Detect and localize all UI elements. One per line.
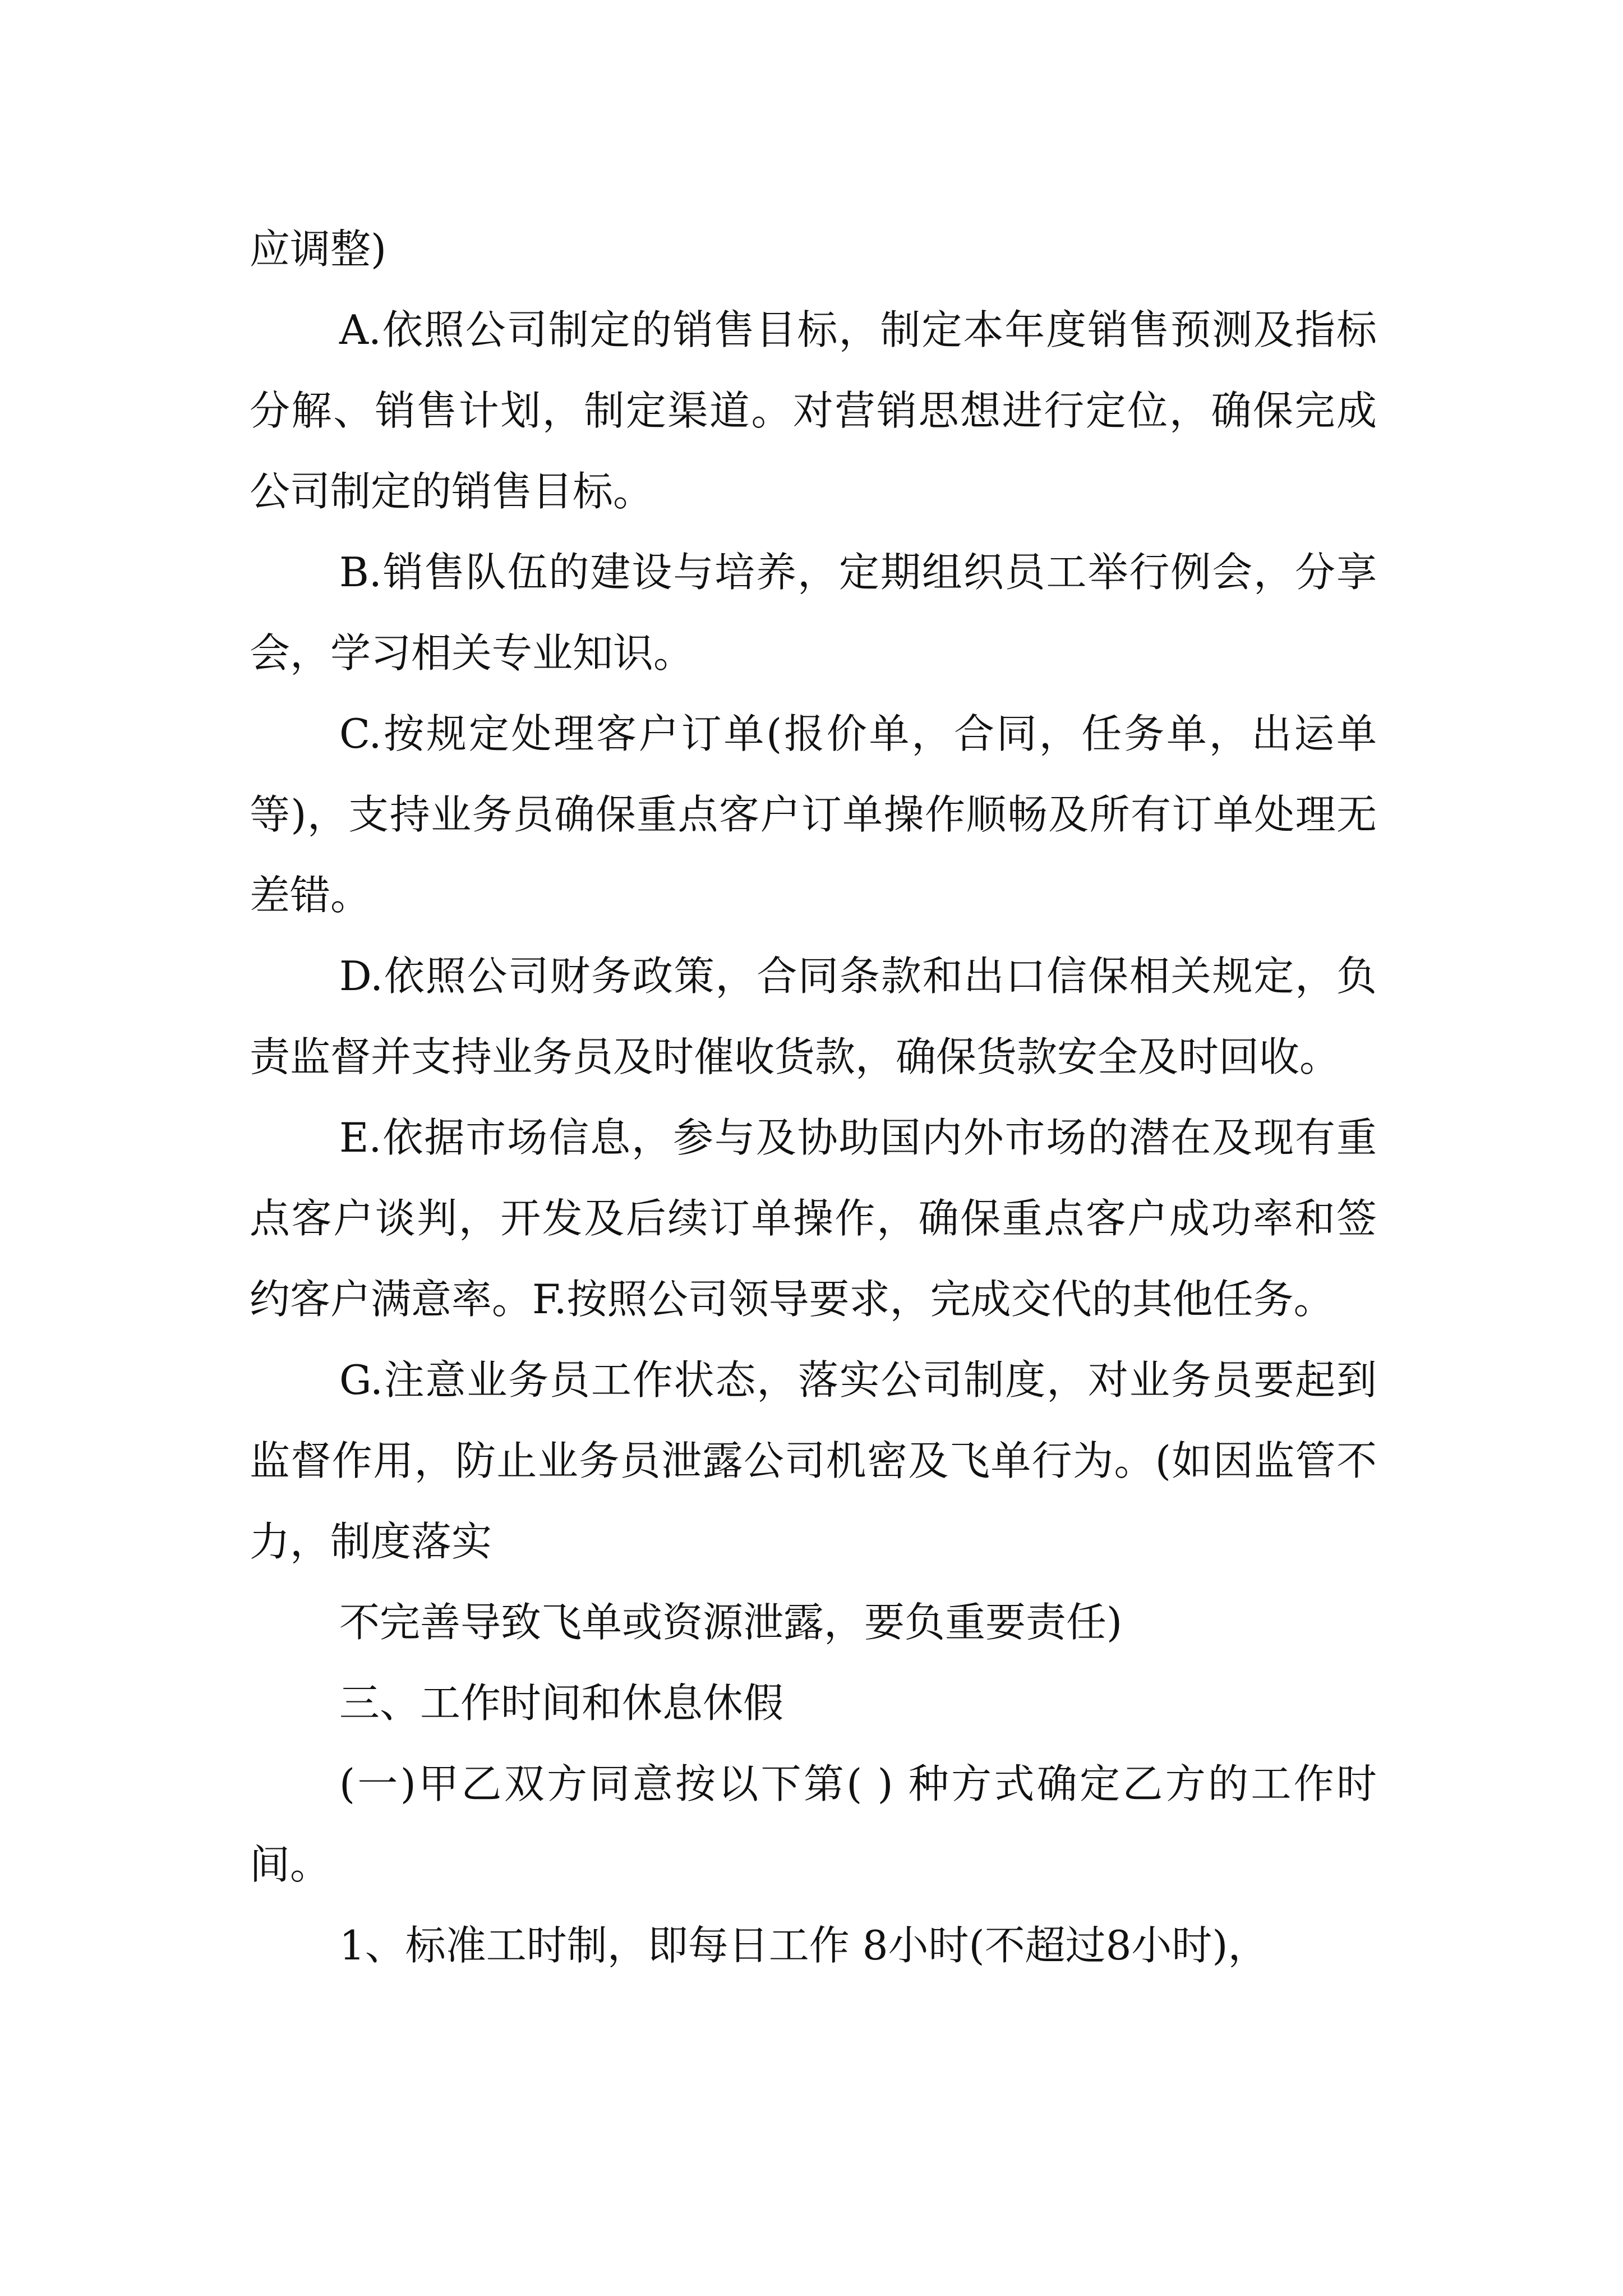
paragraph-item-d: D.依照公司财务政策，合同条款和出口信保相关规定，负责监督并支持业务员及时催收货款，确保货款安全及时回收。 xyxy=(250,953,1377,1080)
paragraph-item-e-f: E.依据市场信息，参与及协助国内外市场的潜在及现有重点客户谈判，开发及后续订单操作，确保重点客户成功率和签约客户满意率。F.按照公司领导要求，完成交代的其他任务。 xyxy=(250,1114,1377,1323)
paragraph-subsection-1: (一)甲乙双方同意按以下第( ) 种方式确定乙方的工作时间。 xyxy=(250,1760,1377,1888)
paragraph-item-g: G.注意业务员工作状态，落实公司制度，对业务员要起到监督作用，防止业务员泄露公司机密及飞单行为。(如因监管不力，制度落实 xyxy=(250,1356,1377,1565)
paragraph-item-g-continued: 不完善导致飞单或资源泄露，要负重要责任) xyxy=(339,1599,1123,1646)
paragraph-item-c: C.按规定处理客户订单(报价单，合同，任务单，出运单等)，支持业务员确保重点客户订单操作顺畅及所有订单处理无差错。 xyxy=(250,710,1377,919)
paragraph-standard-hours: 1、标准工时制，即每日工作 8小时(不超过8小时)， xyxy=(339,1922,1269,1969)
paragraph-continuation: 应调整) xyxy=(250,226,387,273)
document-body xyxy=(250,209,1377,1986)
section-heading-work-hours: 三、工作时间和休息休假 xyxy=(339,1680,784,1727)
paragraph-item-b: B.销售队伍的建设与培养，定期组织员工举行例会，分享会，学习相关专业知识。 xyxy=(250,549,1377,677)
paragraph-item-a: A.依照公司制定的销售目标，制定本年度销售预测及指标分解、销售计划，制定渠道。对营销思想进行定位，确保完成公司制定的销售目标。 xyxy=(250,306,1377,515)
